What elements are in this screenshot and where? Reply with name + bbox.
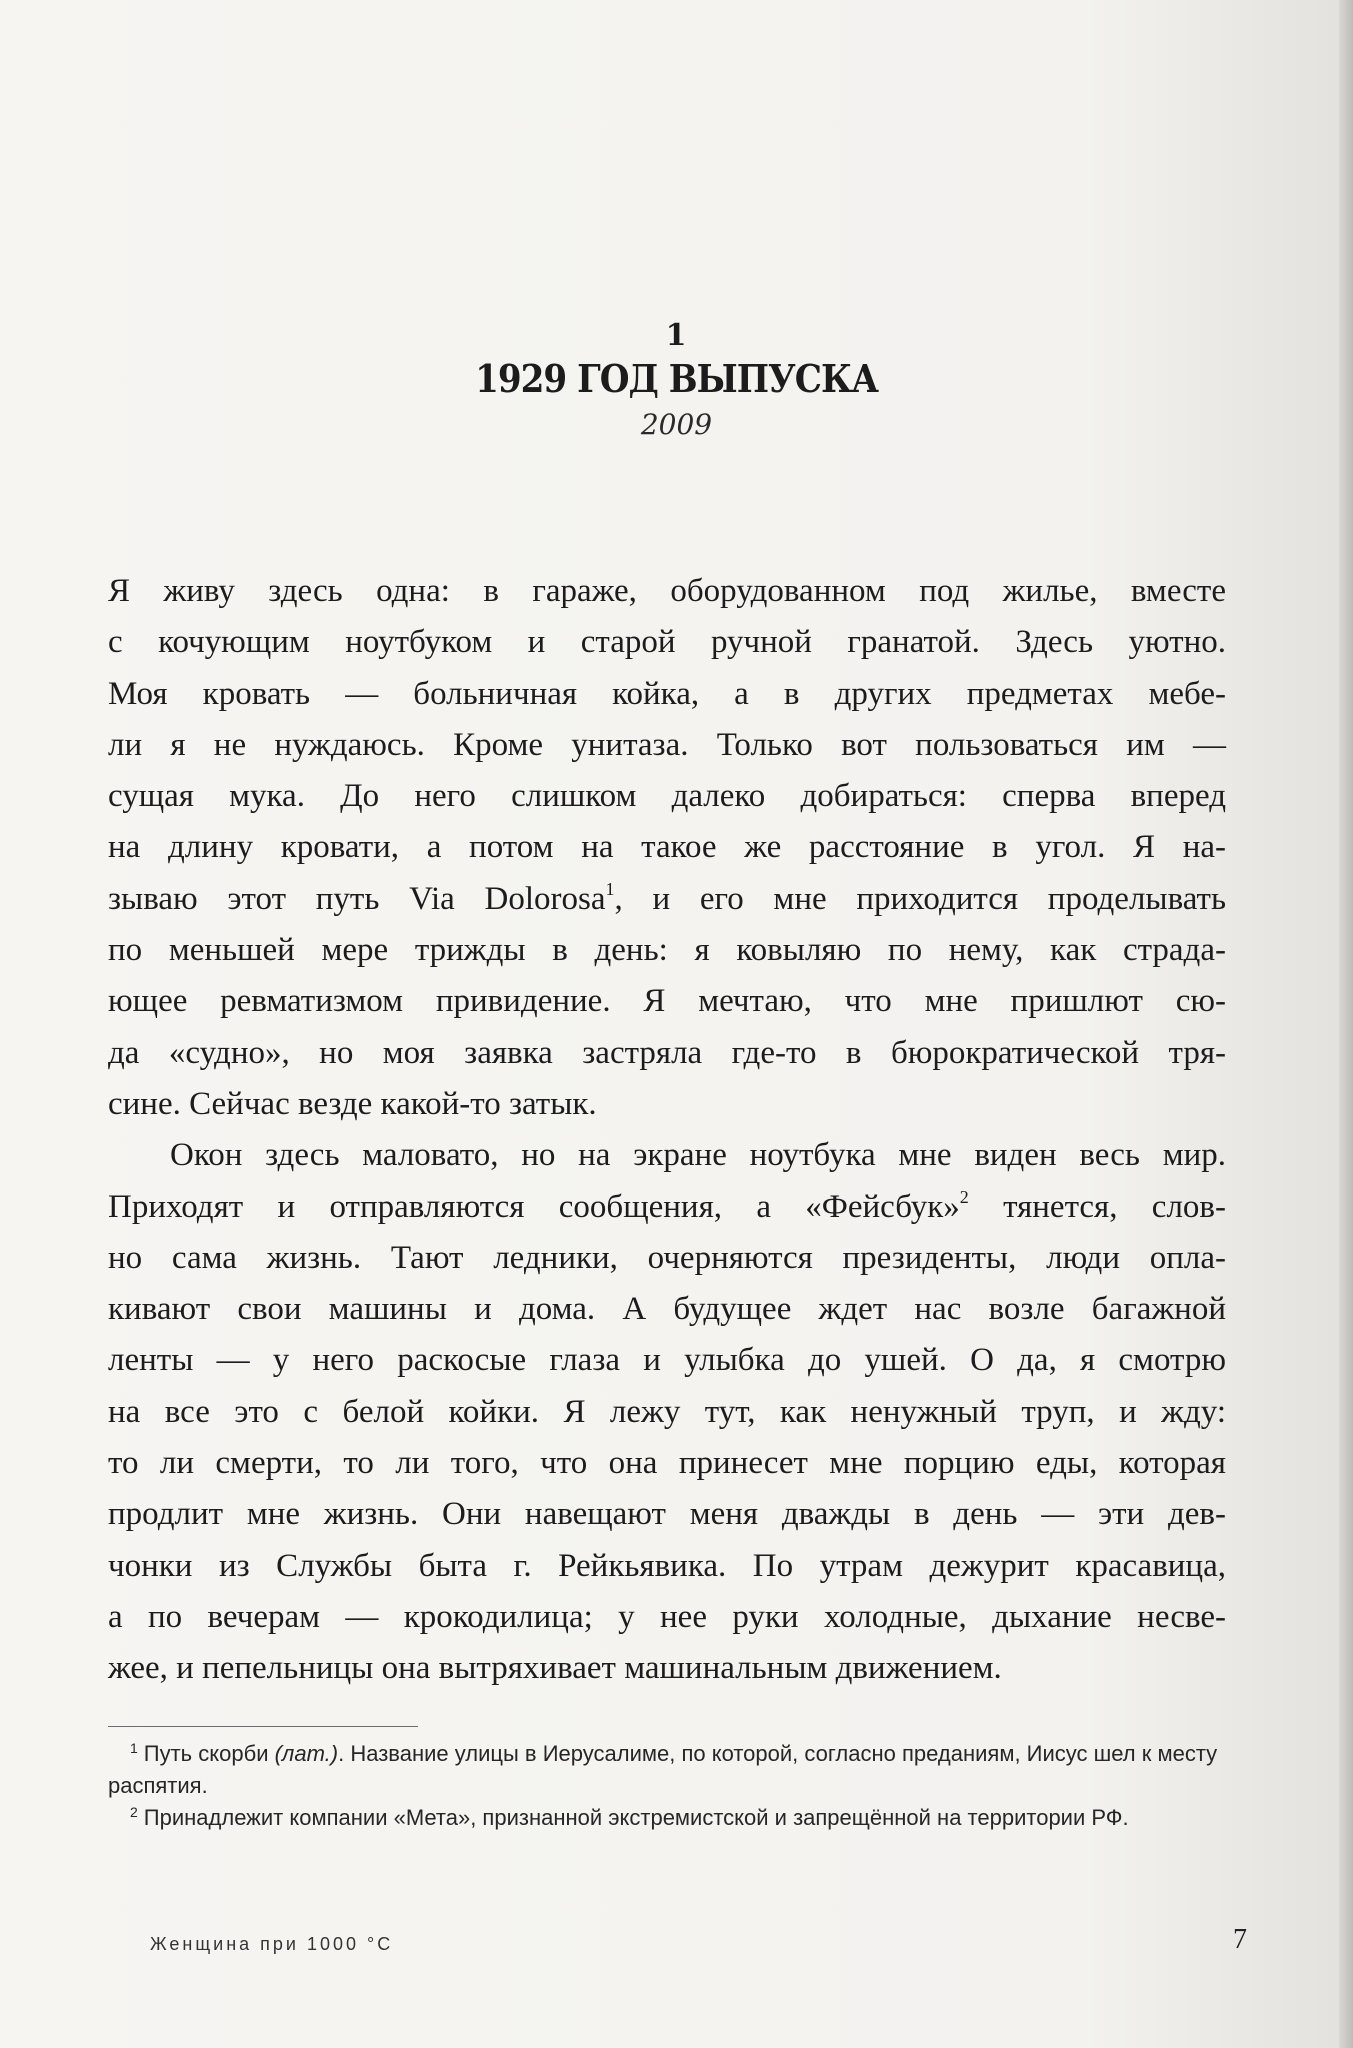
text-line: Моя кровать — больничная койка, а в других предметах мебе- (108, 675, 1226, 712)
footnotes (108, 1738, 1226, 1834)
footnote (108, 1738, 1226, 1802)
text-line: ленты — у него раскосые глаза и улыбка до ушей. О да, я смотрю (108, 1342, 1226, 1379)
chapter-year: 2009 (640, 408, 713, 441)
text-line: жее, и пепельницы она вытряхивает машинальным движением. (108, 1650, 1002, 1687)
body-text (108, 566, 1226, 1695)
footnote-text: Путь скорби (143, 1741, 275, 1766)
chapter-number: 1 (665, 318, 688, 353)
text-segment: , и его мне приходится проделывать (614, 880, 1226, 917)
text-segment: Приходят и отправляются сообщения, а «Фейсбук» (108, 1188, 960, 1225)
text-line: сущая мука. До него слишком далеко добираться: сперва вперед (108, 778, 1226, 815)
footnote-ref[interactable]: 2 (959, 1186, 969, 1207)
text-line: а по вечерам — крокодилица; у нее руки холодные, дыхание несве- (108, 1598, 1226, 1635)
text-line: по меньшей мере трижды в день: я ковыляю по нему, как страда- (108, 932, 1226, 969)
text-line: но сама жизнь. Тают ледники, очерняются президенты, люди опла- (108, 1239, 1226, 1276)
text-line: чонки из Службы быта г. Рейкьявика. По утрам дежурит красавица, (108, 1547, 1226, 1584)
page-edge (1339, 0, 1353, 2048)
text-line: ющее ревматизмом привидение. Я мечтаю, что мне пришлют сю- (108, 983, 1226, 1020)
text-line (108, 874, 1226, 925)
text-line (108, 1182, 1226, 1233)
text-line: с кочующим ноутбуком и старой ручной гранатой. Здесь уютно. (108, 624, 1226, 661)
text-line: на длину кровати, а потом на такое же расстояние в угол. Я на- (108, 829, 1226, 866)
footnote-number: 2 (130, 1804, 138, 1820)
footnote-number: 1 (130, 1740, 138, 1756)
text-line: Окон здесь маловато, но на экране ноутбука мне виден весь мир. (170, 1137, 1226, 1174)
text-segment: зываю этот путь Via Dolorosa (108, 880, 606, 917)
footnote-text: . Название улицы в Иерусалиме, по которой, согласно преданиям, Иисус шел к месту распятия. (108, 1741, 1218, 1798)
text-line: сине. Сейчас везде какой-то затык. (108, 1085, 597, 1122)
footnote-italic: (лат.) (274, 1741, 339, 1766)
footnote-divider (108, 1726, 418, 1727)
footnote (108, 1802, 1226, 1834)
text-line: продлит мне жизнь. Они навещают меня дважды в день — эти дев- (108, 1496, 1226, 1533)
text-line: Я живу здесь одна: в гараже, оборудованном под жилье, вместе (108, 573, 1226, 609)
text-segment: тянется, слов- (968, 1188, 1226, 1225)
text-line: ли я не нуждаюсь. Кроме унитаза. Только вот пользоваться им — (108, 726, 1226, 763)
paragraph (108, 566, 1226, 1130)
text-line: кивают свои машины и дома. А будущее ждет нас возле багажной (108, 1291, 1226, 1328)
page-number: 7 (1233, 1924, 1247, 1955)
footnote-text: Принадлежит компании «Мета», признанной экстремистской и запрещённой на территории РФ. (143, 1805, 1129, 1830)
running-footer: Женщина при 1000 °С (150, 1934, 394, 1954)
footnote-ref[interactable]: 1 (605, 878, 615, 899)
text-line: на все это с белой койки. Я лежу тут, как ненужный труп, и жду: (108, 1393, 1226, 1430)
paragraph (108, 1130, 1226, 1694)
text-line: то ли смерти, то ли того, что она принесет мне порцию еды, которая (108, 1445, 1226, 1482)
text-line: да «судно», но моя заявка застряла где-то в бюрократической тря- (108, 1034, 1226, 1071)
chapter-heading (0, 318, 1353, 444)
chapter-title: 1929 ГОД ВЫПУСКА (475, 356, 878, 401)
